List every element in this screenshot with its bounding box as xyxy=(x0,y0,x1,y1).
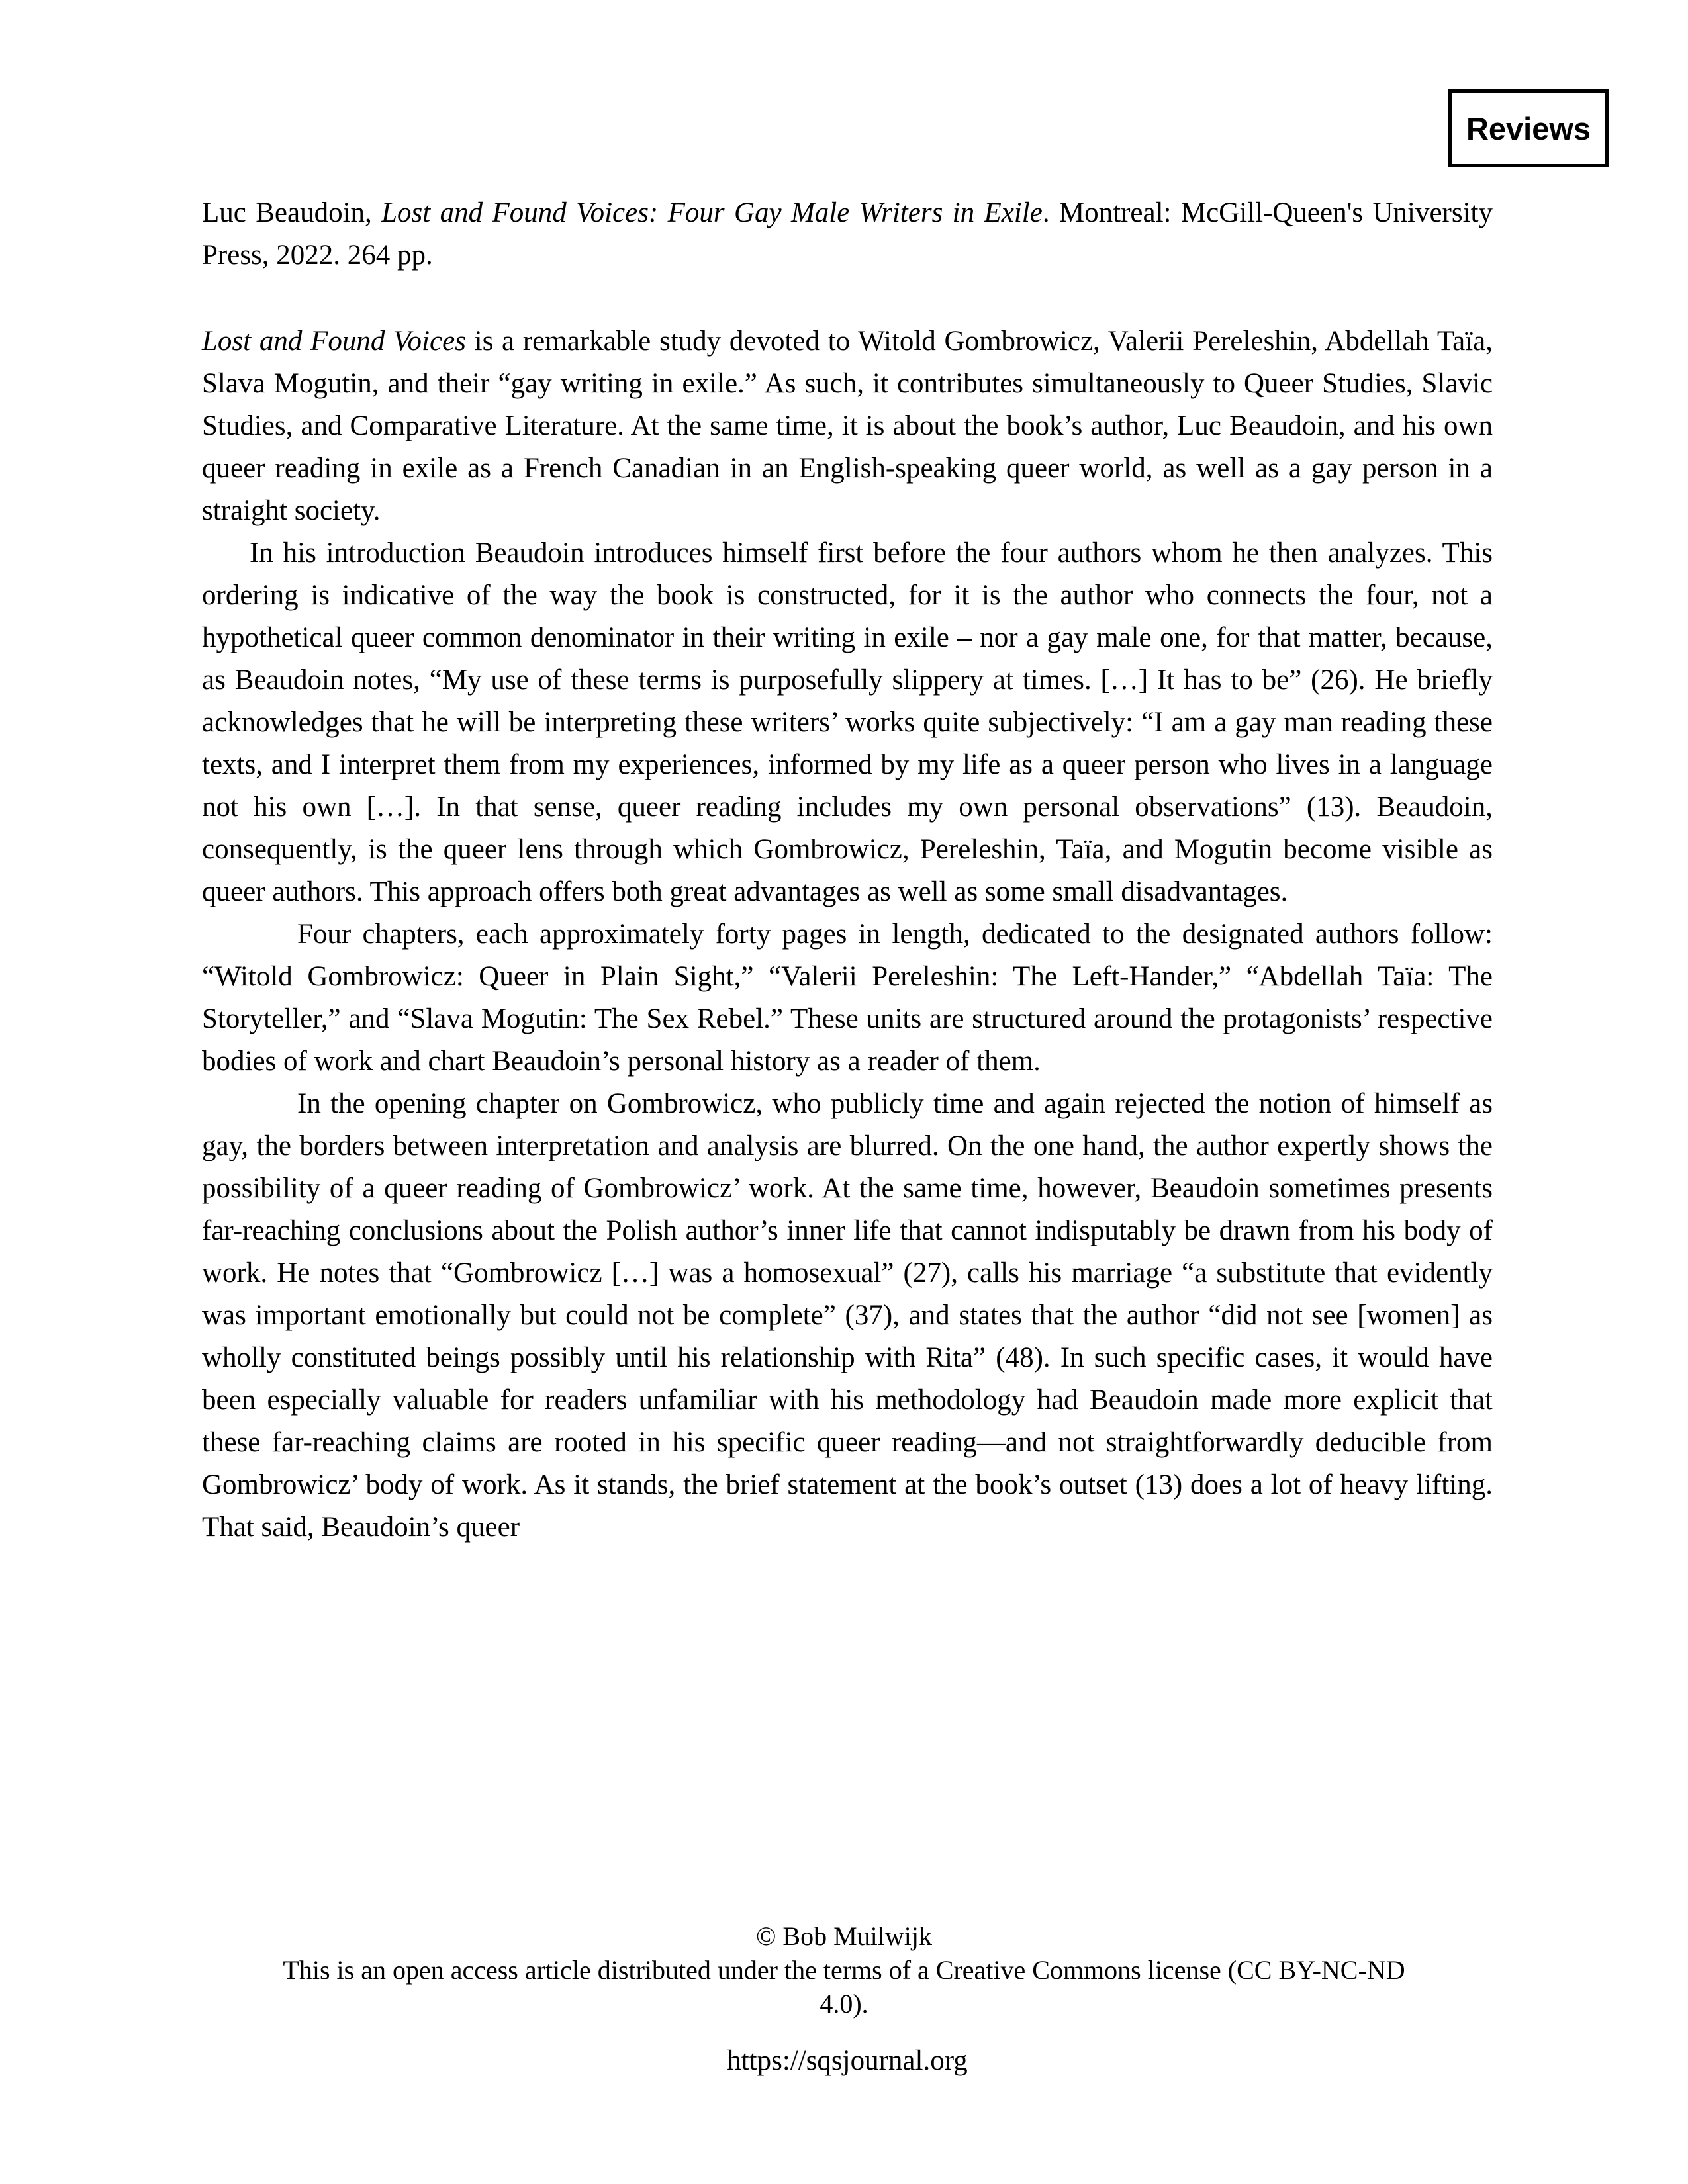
book-citation xyxy=(202,192,1493,277)
paragraph-1-book-title: Lost and Found Voices xyxy=(202,326,466,357)
body-paragraph-3: Four chapters, each approximately forty pages in length, dedicated to the designated authors follow: “Witold Gombrowicz: Queer in Plain Sight,” “Valerii Pereleshin: The Left-Hander,” “Abdellah Taïa: The Storyteller,” and “Slava Mogutin: The Sex Rebel.” These units are structured around the protagonists’ respective bodies of work and chart Beaudoin’s personal history as a reader of them. xyxy=(202,919,1493,1077)
reviews-section-badge xyxy=(1448,89,1609,167)
license-line: This is an open access article distributed under the terms of a Creative Commons license (CC BY-NC-ND 4.0). xyxy=(283,1955,1405,2019)
body-paragraph-4: In the opening chapter on Gombrowicz, who publicly time and again rejected the notion of himself as gay, the borders between interpretation and analysis are blurred. On the one hand, the author expertly shows the possibility of a queer reading of Gombrowicz’ work. At the same time, however, Beaudoin sometimes presents far-reaching conclusions about the Polish author’s inner life that cannot indisputably be drawn from his body of work. He notes that “Gombrowicz […] was a homosexual” (27), calls his marriage “a substitute that evidently was important emotionally but could not be complete” (37), and states that the author “did not see [women] as wholly constituted beings possibly until his relationship with Rita” (48). In such specific cases, it would have been especially valuable for readers unfamiliar with his methodology had Beaudoin made more explicit that these far-reaching claims are rooted in his specific queer reading—and not straightforwardly deducible from Gombrowicz’ body of work. As it stands, the brief statement at the book’s outset (13) does a lot of heavy lifting. That said, Beaudoin’s queer xyxy=(202,1088,1493,1543)
article-footer xyxy=(261,1919,1427,2021)
citation-book-title: Lost and Found Voices: Four Gay Male Writers in Exile xyxy=(381,197,1043,228)
paragraph-1-text: is a remarkable study devoted to Witold Gombrowicz, Valerii Pereleshin, Abdellah Taïa, Slava Mogutin, and their “gay writing in exile.” As such, it contributes simultaneously to Queer Studies, Slavic Studies, and Comparative Literature. At the same time, it is about the book’s author, Luc Beaudoin, and his own queer reading in exile as a French Canadian in an English-speaking queer world, as well as a gay person in a straight society. xyxy=(202,326,1493,526)
reviews-badge-label: Reviews xyxy=(1466,111,1591,146)
journal-url[interactable]: https://sqsjournal.org xyxy=(727,2045,968,2076)
copyright-line: © Bob Muilwijk xyxy=(756,1921,932,1951)
body-paragraph-1 xyxy=(202,320,1493,532)
citation-author: Luc Beaudoin, xyxy=(202,197,382,228)
body-paragraph-2: In his introduction Beaudoin introduces himself first before the four authors whom he then analyzes. This ordering is indicative of the way the book is constructed, for it is the author who connects the four, not a hypothetical queer common denominator in their writing in exile – nor a gay male one, for that matter, because, as Beaudoin notes, “My use of these terms is purposefully slippery at times. […] It has to be” (26). He briefly acknowledges that he will be interpreting these writers’ works quite subjectively: “I am a gay man reading these texts, and I interpret them from my experiences, informed by my life as a queer person who lives in a language not his own […]. In that sense, queer reading includes my own personal observations” (13). Beaudoin, consequently, is the queer lens through which Gombrowicz, Pereleshin, Taïa, and Mogutin become visible as queer authors. This approach offers both great advantages as well as some small disadvantages. xyxy=(202,537,1493,907)
citation-publisher: . Montreal: McGill-Queen's University Press, 2022. 264 pp. xyxy=(202,197,1493,271)
article-body xyxy=(202,192,1493,1549)
